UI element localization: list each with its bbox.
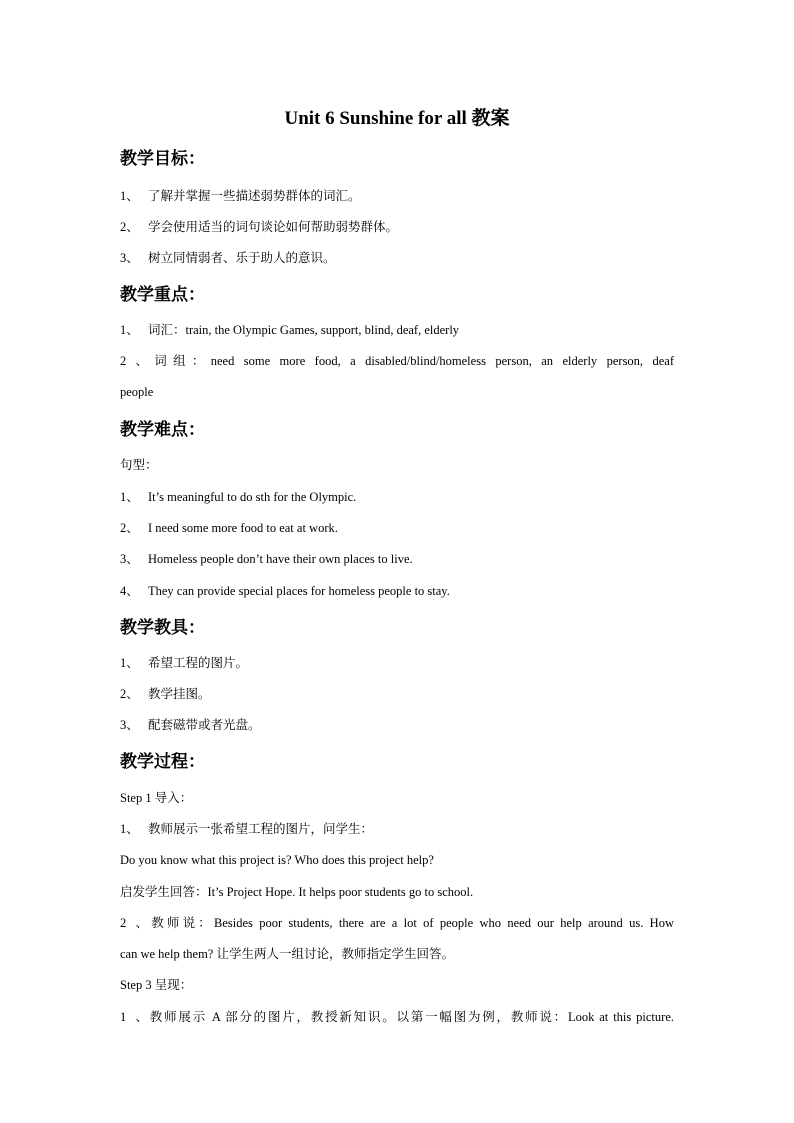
key-points-item-2 [120,351,674,371]
item-number: 1、 [120,189,139,203]
key-points-continuation: people [120,385,154,399]
step-3-item-1 [120,1007,674,1027]
item-number: 1、 [120,323,139,337]
aids-item-1 [120,653,674,673]
item-text: 词汇：train, the Olympic Games, support, blind, deaf, elderly [148,323,460,337]
process-heading: 教学过程： [120,752,205,771]
difficulties-heading: 教学难点： [120,420,205,439]
item-number: 2、 [120,220,139,234]
step-1-question: Do you know what this project is? Who does this project help? [120,853,434,867]
item-text: 教师说：Besides poor students, there are a lot of people who need our help around us. How [148,916,674,930]
item-number: 3、 [120,718,139,732]
item-text: 了解并掌握一些描述弱势群体的词汇。 [148,189,361,203]
item-number: 4、 [120,584,139,598]
goals-item-3 [120,248,674,268]
step-3-label: Step 3 呈现： [120,978,193,992]
difficulties-item-1 [120,487,674,507]
item-number: 1、 [120,1010,148,1024]
step-1-item-2 [120,913,674,933]
item-text: 教师展示一张希望工程的图片，问学生： [148,822,374,836]
item-text: I need some more food to eat at work. [148,521,338,535]
item-text: They can provide special places for homeless people to stay. [148,584,450,598]
item-text: It’s meaningful to do sth for the Olympic. [148,490,357,504]
goals-item-1 [120,186,674,206]
difficulties-item-2 [120,518,674,538]
key-points-item-1 [120,320,674,340]
item-number: 2、 [120,916,148,930]
step-1-answer: 启发学生回答：It’s Project Hope. It helps poor students go to school. [120,885,474,899]
item-number: 1、 [120,822,139,836]
item-number: 2、 [120,354,148,368]
item-text: 配套磁带或者光盘。 [148,718,261,732]
item-number: 3、 [120,251,139,265]
item-text: 教师展示 A 部分的图片，教授新知识。以第一幅图为例，教师说：Look at this picture. [148,1010,674,1024]
item-number: 2、 [120,521,139,535]
item-text: 学会使用适当的词句谈论如何帮助弱势群体。 [148,220,399,234]
aids-item-3 [120,715,674,735]
item-number: 1、 [120,490,139,504]
difficulties-item-3 [120,549,674,569]
item-text: 词组：need some more food, a disabled/blind/homeless person, an elderly person, deaf [148,354,674,368]
step-1-item-2-continuation: can we help them? 让学生两人一组讨论，教师指定学生回答。 [120,947,454,961]
item-number: 1、 [120,656,139,670]
sentence-patterns-label: 句型： [120,458,158,472]
key-points-heading: 教学重点： [120,285,205,304]
item-number: 2、 [120,687,139,701]
item-text: Homeless people don’t have their own places to live. [148,552,413,566]
aids-item-2 [120,684,674,704]
step-1-label: Step 1 导入： [120,791,193,805]
goals-item-2 [120,217,674,237]
item-text: 教学挂图。 [148,687,211,701]
item-number: 3、 [120,552,139,566]
item-text: 树立同情弱者、乐于助人的意识。 [148,251,336,265]
document-title: Unit 6 Sunshine for all 教案 [284,108,510,129]
difficulties-item-4 [120,581,674,601]
step-1-item-1 [120,819,674,839]
item-text: 希望工程的图片。 [148,656,249,670]
aids-heading: 教学教具： [120,618,205,637]
goals-heading: 教学目标： [120,149,205,168]
